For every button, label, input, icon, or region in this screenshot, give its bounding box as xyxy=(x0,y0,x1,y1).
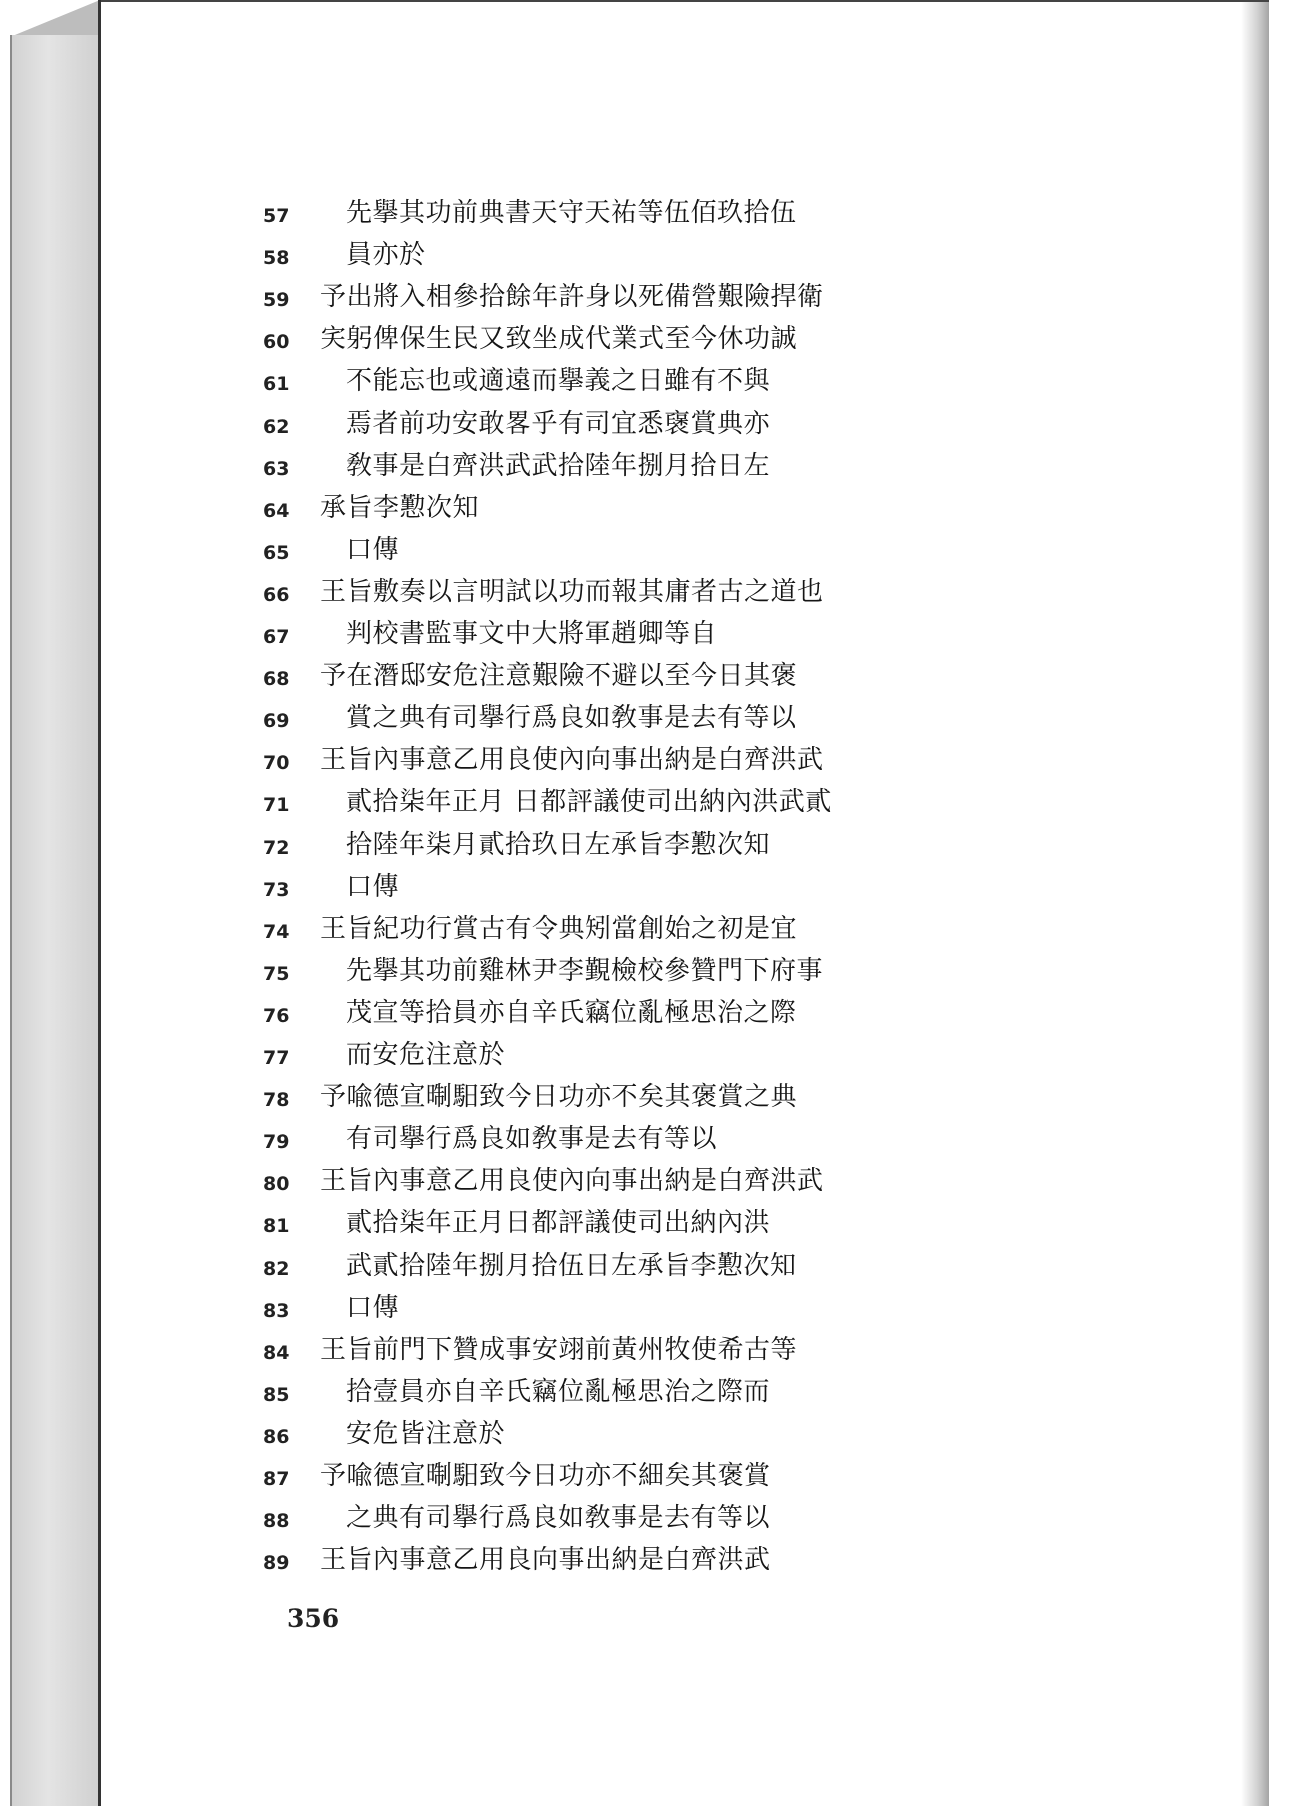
line-text: 口傳 xyxy=(346,534,400,565)
line-text: 貳拾柒年正月日都評議使司出納內洪 xyxy=(346,1208,771,1239)
line-number: 58 xyxy=(263,247,290,270)
line-text: 有司擧行爲良如敎事是去有等以 xyxy=(346,1124,718,1155)
line-text: 茂宣等拾員亦自辛氏竊位亂極思治之際 xyxy=(346,997,797,1028)
line-text: 敎事是白齊洪武武拾陸年捌月拾日左 xyxy=(346,450,771,481)
line-number: 84 xyxy=(263,1341,290,1364)
line-number: 81 xyxy=(263,1215,290,1238)
line-text: 王旨內事意乙用良向事出納是白齊洪武 xyxy=(320,1545,771,1576)
line-number: 59 xyxy=(263,289,290,312)
line-text: 口傳 xyxy=(346,871,400,902)
line-text: 王旨紀功行賞古有令典矧當創始之初是宜 xyxy=(320,913,798,944)
line-text: 王旨前門下贊成事安翊前黃州牧使希古等 xyxy=(320,1334,798,1365)
line-number: 72 xyxy=(263,836,290,859)
line-number: 88 xyxy=(263,1510,290,1533)
line-text: 員亦於 xyxy=(346,240,426,271)
line-number: 61 xyxy=(263,373,290,396)
line-text: 王旨內事意乙用良使內向事出納是白齊洪武 xyxy=(320,745,824,776)
line-number: 76 xyxy=(263,1004,290,1027)
line-text: 賞之典有司擧行爲良如敎事是去有等以 xyxy=(346,703,797,734)
line-number: 64 xyxy=(263,499,290,522)
line-number: 82 xyxy=(263,1257,290,1280)
line-text: 拾陸年柒月貳拾玖日左承旨李懃次知 xyxy=(346,829,771,860)
line-text: 判校書監事文中大將軍趙卿等自 xyxy=(346,619,718,649)
line-text: 先擧其功前典書天守天祐等伍佰玖拾伍 xyxy=(346,198,797,228)
line-text: 王旨敷奏以言明試以功而報其庸者古之道也 xyxy=(320,576,824,607)
line-text: 先擧其功前雞林尹李覲檢校參贊門下府事 xyxy=(346,955,824,986)
line-number: 71 xyxy=(263,794,290,817)
line-number: 73 xyxy=(263,878,290,901)
line-text: 口傳 xyxy=(346,1292,400,1323)
line-text: 王旨內事意乙用良使內向事出納是白齊洪武 xyxy=(320,1166,824,1197)
page-shadow xyxy=(1241,2,1269,1806)
line-text: 宎躬俾保生民又致坐成代業式至今休功誠 xyxy=(320,324,798,355)
page-number: 356 xyxy=(287,1604,340,1633)
line-number: 69 xyxy=(263,710,290,733)
line-number: 74 xyxy=(263,920,290,943)
line-number: 79 xyxy=(263,1131,290,1154)
line-text: 貳拾柒年正月 日都評議使司出納內洪武貳 xyxy=(346,787,832,818)
line-number: 89 xyxy=(263,1552,290,1575)
line-number: 77 xyxy=(263,1047,290,1069)
line-text: 承旨李懃次知 xyxy=(320,492,480,523)
line-number: 70 xyxy=(263,752,290,775)
line-text: 武貳拾陸年捌月拾伍日左承旨李懃次知 xyxy=(346,1250,797,1281)
line-number: 83 xyxy=(263,1299,290,1322)
line-number: 57 xyxy=(263,205,290,227)
line-text: 予出將入相參拾餘年許身以死備營艱險捍衛 xyxy=(320,282,824,313)
line-text: 而安危注意於 xyxy=(346,1040,506,1070)
line-number: 68 xyxy=(263,668,290,691)
line-number: 87 xyxy=(263,1468,290,1490)
line-text: 拾壹員亦自辛氏竊位亂極思治之際而 xyxy=(346,1376,771,1407)
line-number: 65 xyxy=(263,541,290,564)
line-number: 66 xyxy=(263,583,290,606)
book-spine xyxy=(10,35,102,1806)
line-number: 85 xyxy=(263,1383,290,1406)
line-number: 75 xyxy=(263,962,290,985)
line-text: 焉者前功安敢畧乎有司宜悉襃賞典亦 xyxy=(346,408,771,439)
book-spine-top xyxy=(10,0,100,37)
line-number: 60 xyxy=(263,331,290,354)
line-text: 予喩德宣㫼馹致今日功亦不細矣其褒賞 xyxy=(320,1461,771,1491)
line-text: 之典有司擧行爲良如敎事是去有等以 xyxy=(346,1503,771,1534)
line-number: 86 xyxy=(263,1425,290,1448)
line-text: 安危皆注意於 xyxy=(346,1418,506,1449)
line-text: 不能忘也或適遠而擧義之日雖有不與 xyxy=(346,366,771,397)
line-text: 予在潛邸安危注意艱險不避以至今日其褒 xyxy=(320,661,798,692)
line-text: 予喩德宣㫼馹致今日功亦不矣其褒賞之典 xyxy=(320,1082,798,1113)
line-number: 62 xyxy=(263,415,290,438)
line-number: 63 xyxy=(263,457,290,480)
line-number: 80 xyxy=(263,1173,290,1196)
line-number: 78 xyxy=(263,1089,290,1112)
line-number: 67 xyxy=(263,626,290,648)
